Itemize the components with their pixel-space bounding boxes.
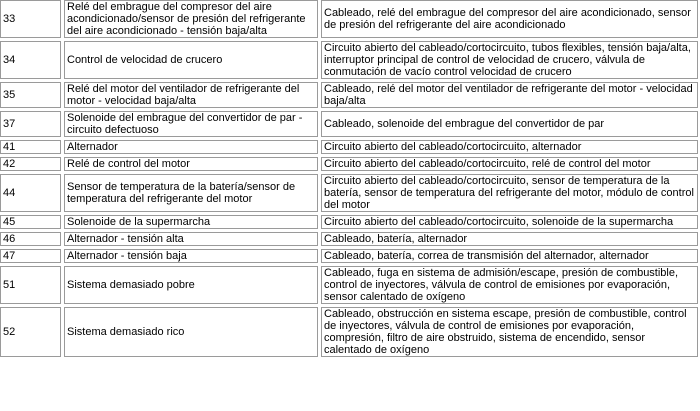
table-row	[0, 82, 698, 108]
fault-description-cell: Solenoide del embrague del convertidor de par - circuito defectuoso	[64, 111, 318, 137]
table-row	[0, 174, 698, 212]
table-row	[0, 215, 698, 229]
fault-code-cell: 52	[0, 307, 61, 357]
fault-code-cell: 46	[0, 232, 61, 246]
fault-cause-cell: Circuito abierto del cableado/cortocircuito, tubos flexibles, tensión baja/alta, interruptor principal de control de velocidad de crucero, válvula de conmutación de vacío control velocidad de crucero	[321, 41, 698, 79]
table-row	[0, 249, 698, 263]
fault-cause-cell: Cableado, obstrucción en sistema escape, presión de combustible, control de inyectores, válvula de control de emisiones por evaporación, compresión, filtro de aire obstruido, sistema de encendido, sensor calentado de oxígeno	[321, 307, 698, 357]
fault-cause-cell: Circuito abierto del cableado/cortocircuito, alternador	[321, 140, 698, 154]
table-row	[0, 0, 698, 38]
fault-code-cell: 34	[0, 41, 61, 79]
fault-description-cell: Alternador - tensión alta	[64, 232, 318, 246]
fault-code-cell: 33	[0, 0, 61, 38]
fault-code-cell: 44	[0, 174, 61, 212]
fault-code-cell: 42	[0, 157, 61, 171]
fault-code-cell: 51	[0, 266, 61, 304]
fault-cause-cell: Cableado, batería, alternador	[321, 232, 698, 246]
fault-description-cell: Sistema demasiado pobre	[64, 266, 318, 304]
fault-cause-cell: Cableado, batería, correa de transmisión del alternador, alternador	[321, 249, 698, 263]
fault-description-cell: Relé del embrague del compresor del aire acondicionado/sensor de presión del refrigerante del aire acondicionado - tensión baja/alta	[64, 0, 318, 38]
fault-description-cell: Solenoide de la supermarcha	[64, 215, 318, 229]
fault-code-cell: 45	[0, 215, 61, 229]
fault-description-cell: Control de velocidad de crucero	[64, 41, 318, 79]
fault-code-cell: 37	[0, 111, 61, 137]
fault-code-cell: 47	[0, 249, 61, 263]
fault-cause-cell: Circuito abierto del cableado/cortocircuito, solenoide de la supermarcha	[321, 215, 698, 229]
fault-cause-cell: Circuito abierto del cableado/cortocircuito, relé de control del motor	[321, 157, 698, 171]
fault-description-cell: Alternador	[64, 140, 318, 154]
fault-code-cell: 35	[0, 82, 61, 108]
fault-description-cell: Alternador - tensión baja	[64, 249, 318, 263]
fault-description-cell: Sistema demasiado rico	[64, 307, 318, 357]
fault-description-cell: Sensor de temperatura de la batería/sensor de temperatura del refrigerante del motor	[64, 174, 318, 212]
table-row	[0, 157, 698, 171]
table-row	[0, 266, 698, 304]
fault-description-cell: Relé del motor del ventilador de refrigerante del motor - velocidad baja/alta	[64, 82, 318, 108]
table-row	[0, 111, 698, 137]
table-row	[0, 307, 698, 357]
fault-cause-cell: Cableado, fuga en sistema de admisión/escape, presión de combustible, control de inyectores, válvula de control de emisiones por evaporación, sensor calentado de oxígeno	[321, 266, 698, 304]
fault-cause-cell: Cableado, relé del motor del ventilador de refrigerante del motor - velocidad baja/alta	[321, 82, 698, 108]
fault-cause-cell: Cableado, solenoide del embrague del convertidor de par	[321, 111, 698, 137]
fault-description-cell: Relé de control del motor	[64, 157, 318, 171]
fault-cause-cell: Cableado, relé del embrague del compresor del aire acondicionado, sensor de presión del refrigerante del aire acondicionado	[321, 0, 698, 38]
fault-cause-cell: Circuito abierto del cableado/cortocircuito, sensor de temperatura de la batería, sensor de temperatura del refrigerante del motor, módulo de control del motor	[321, 174, 698, 212]
table-row	[0, 41, 698, 79]
fault-code-cell: 41	[0, 140, 61, 154]
table-row	[0, 140, 698, 154]
table-row	[0, 232, 698, 246]
